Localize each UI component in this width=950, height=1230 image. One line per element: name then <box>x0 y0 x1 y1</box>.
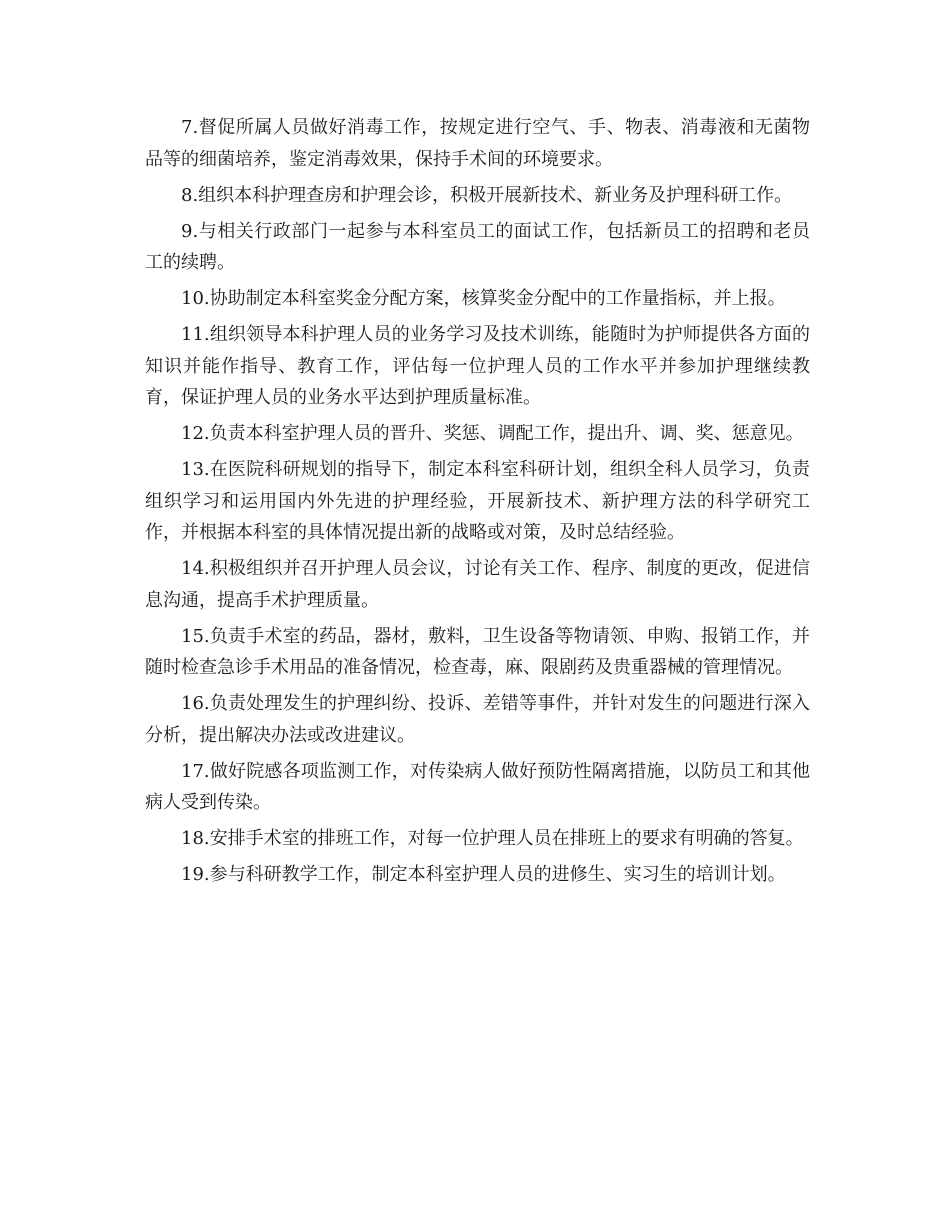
paragraph-item-11: 11.组织领导本科护理人员的业务学习及技术训练，能随时为护师提供各方面的知识并能作指导、教育工作，评估每一位护理人员的工作水平并参加护理继续教育，保证护理人员的业务水平达到护理质量标准。 <box>145 324 810 408</box>
paragraph-item-7: 7.督促所属人员做好消毒工作，按规定进行空气、手、物表、消毒液和无菌物品等的细菌培养，鉴定消毒效果，保持手术间的环境要求。 <box>145 117 810 170</box>
document-page <box>145 112 810 895</box>
paragraph-item-12: 12.负责本科室护理人员的晋升、奖惩、调配工作，提出升、调、奖、惩意见。 <box>181 423 804 444</box>
paragraph-item-14: 14.积极组织并召开护理人员会议，讨论有关工作、程序、制度的更改，促进信息沟通，提高手术护理质量。 <box>145 558 810 611</box>
paragraph-item-10: 10.协助制定本科室奖金分配方案，核算奖金分配中的工作量指标，并上报。 <box>181 288 786 309</box>
paragraph-item-15: 15.负责手术室的药品，器材，敷料，卫生设备等物请领、申购、报销工作，并随时检查急诊手术用品的准备情况，检查毒，麻、限剧药及贵重器械的管理情况。 <box>145 625 810 678</box>
paragraph-item-16: 16.负责处理发生的护理纠纷、投诉、差错等事件，并针对发生的问题进行深入分析，提出解决办法或改进建议。 <box>145 693 810 746</box>
paragraph-item-13: 13.在医院科研规划的指导下，制定本科室科研计划，组织全科人员学习，负责组织学习和运用国内外先进的护理经验，开展新技术、新护理方法的科学研究工作，并根据本科室的具体情况提出新的战略或对策，及时总结经验。 <box>145 459 810 543</box>
paragraph-item-8: 8.组织本科护理查房和护理会诊，积极开展新技术、新业务及护理科研工作。 <box>181 184 793 206</box>
paragraph-item-19: 19.参与科研教学工作，制定本科室护理人员的进修生、实习生的培训计划。 <box>181 864 786 885</box>
paragraph-item-9: 9.与相关行政部门一起参与本科室员工的面试工作，包括新员工的招聘和老员工的续聘。 <box>145 220 810 273</box>
paragraph-item-17: 17.做好院感各项监测工作，对传染病人做好预防性隔离措施，以防员工和其他病人受到传染。 <box>145 760 810 813</box>
paragraph-item-18: 18.安排手术室的排班工作，对每一位护理人员在排班上的要求有明确的答复。 <box>181 828 804 849</box>
